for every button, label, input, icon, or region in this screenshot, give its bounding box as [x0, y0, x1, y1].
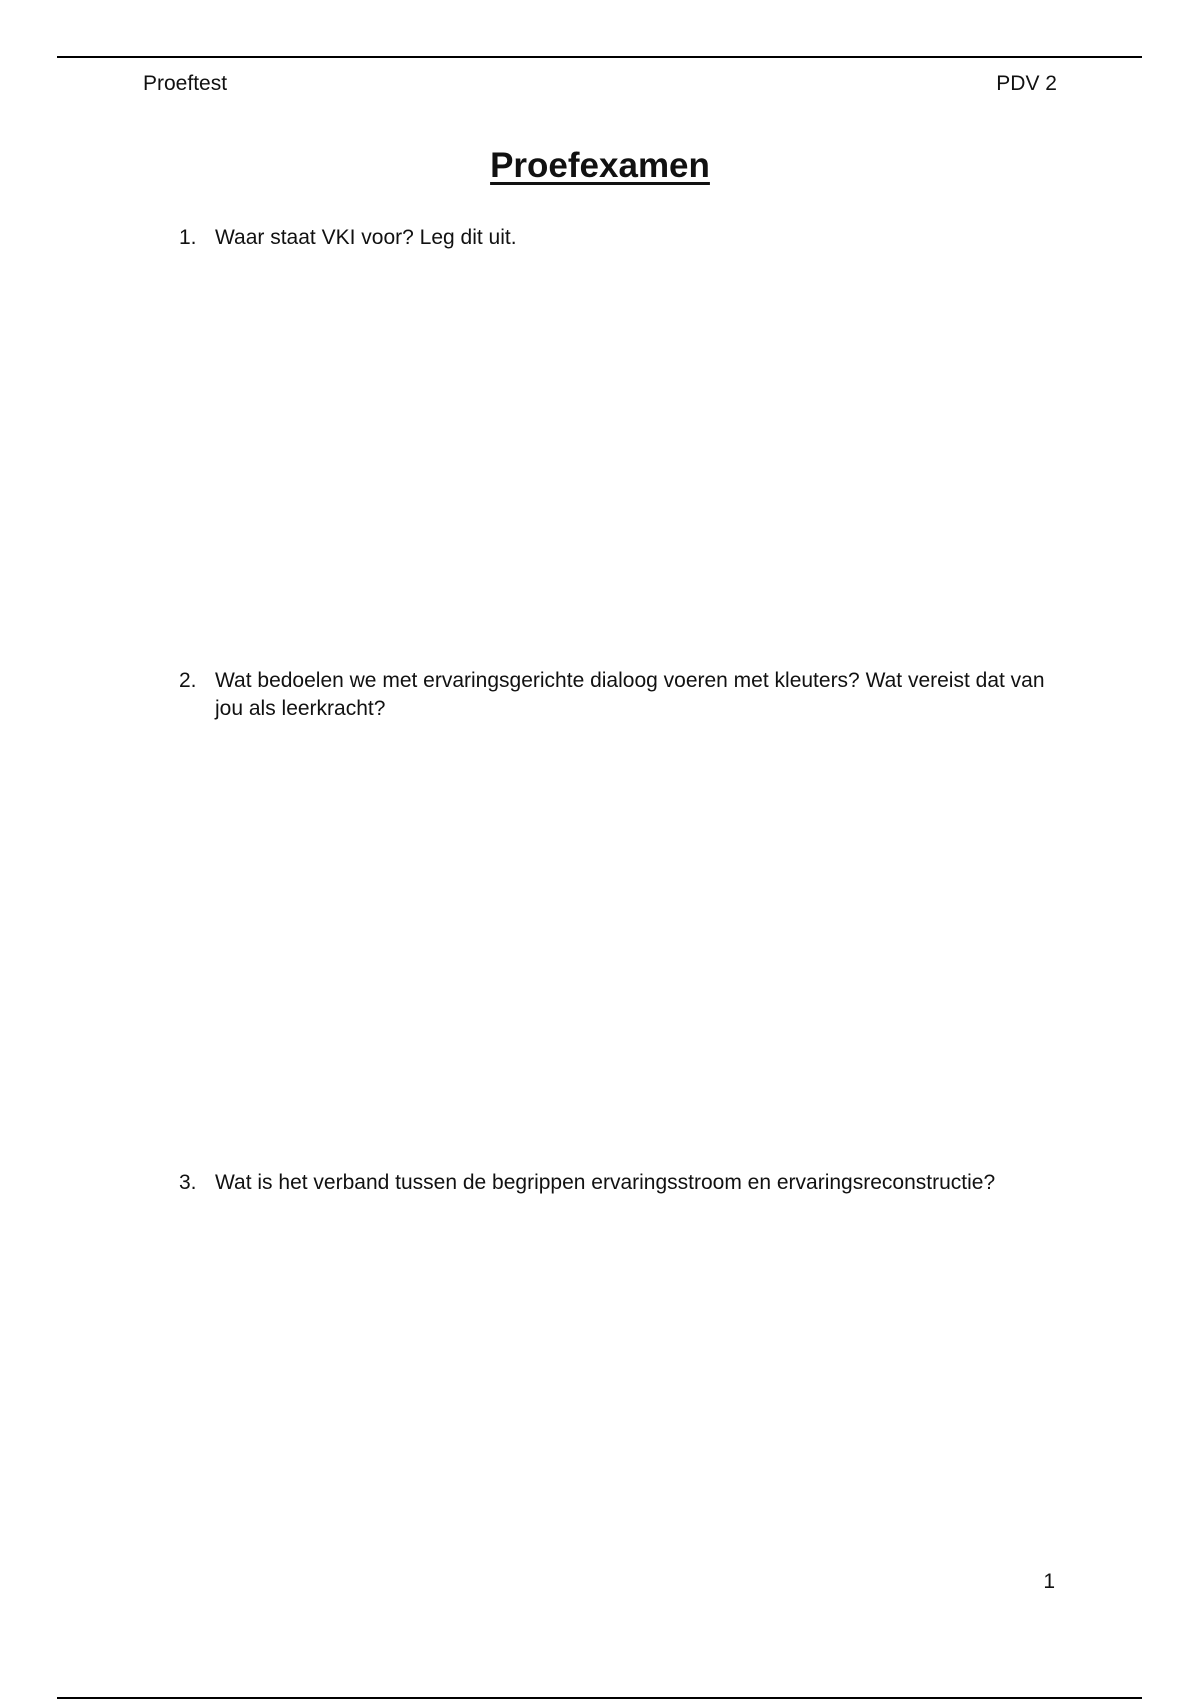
page-number: 1 — [1043, 1570, 1055, 1593]
header-rule — [57, 56, 1142, 58]
question-2 — [179, 667, 1059, 723]
question-1 — [179, 224, 1059, 252]
question-number: 1. — [179, 226, 197, 249]
question-text: Wat is het verband tussen de begrippen ervaringsstroom en ervaringsreconstructie? — [215, 1171, 996, 1194]
question-text: Wat bedoelen we met ervaringsgerichte dialoog voeren met kleuters? Wat vereist dat van jou als leerkracht? — [215, 669, 1045, 720]
question-text: Waar staat VKI voor? Leg dit uit. — [215, 226, 517, 249]
header-right-text: PDV 2 — [996, 72, 1057, 95]
header-left-text: Proeftest — [143, 72, 228, 95]
footer-rule — [57, 1697, 1142, 1699]
question-number: 2. — [179, 669, 197, 692]
document-title: Proefexamen — [490, 146, 710, 185]
question-number: 3. — [179, 1171, 197, 1194]
question-3 — [179, 1169, 1059, 1197]
